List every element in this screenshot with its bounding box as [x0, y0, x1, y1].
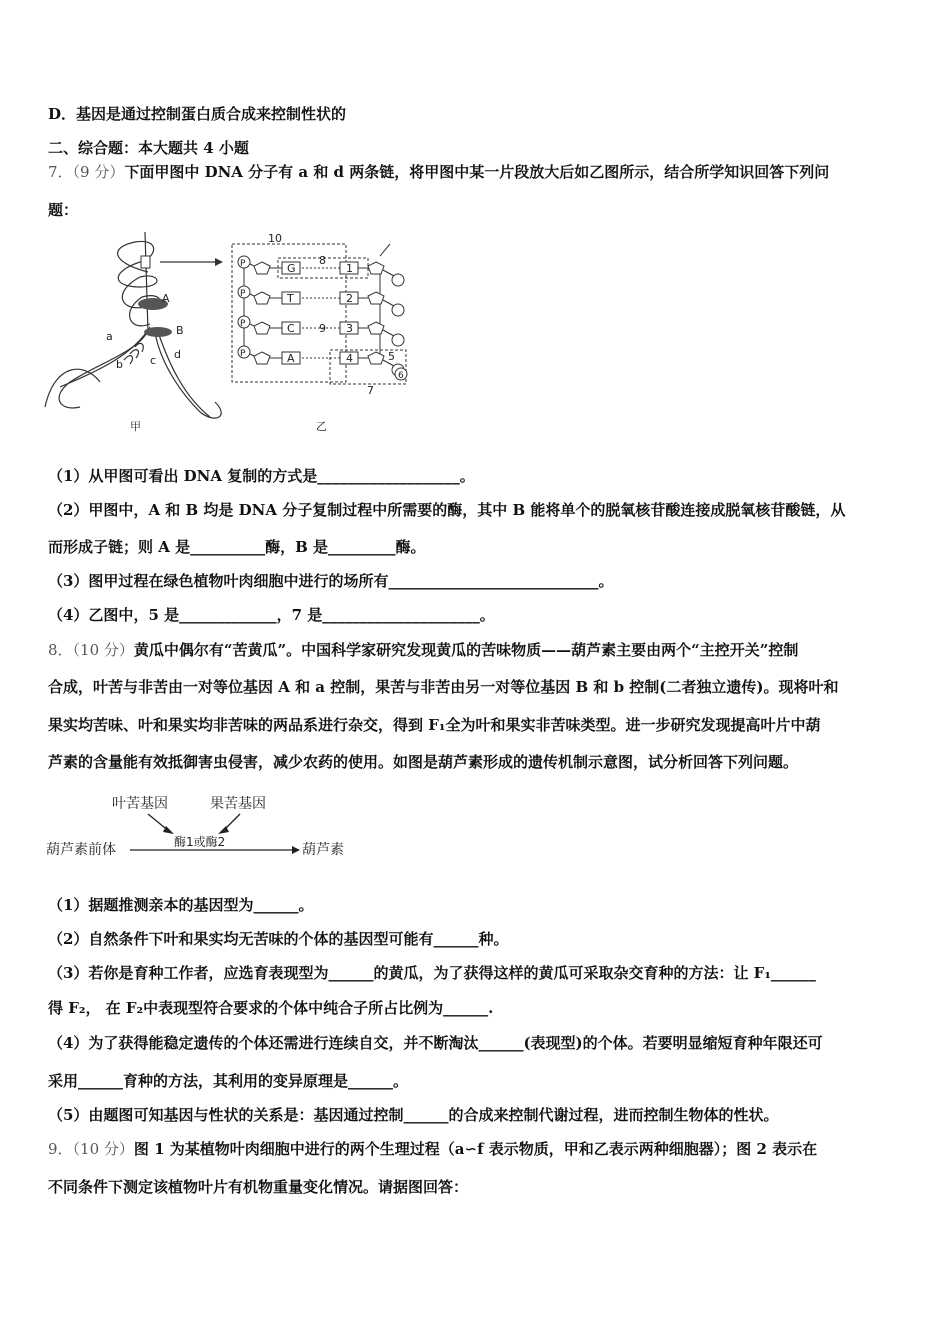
sugar-icon — [368, 352, 384, 364]
label-8: 8 — [319, 254, 326, 267]
label-10: 10 — [268, 232, 282, 245]
phosphate-label: P — [240, 289, 246, 299]
q8-number: 8． — [48, 641, 73, 659]
q8-score: （10 分） — [72, 641, 134, 659]
option-d: D．基因是通过控制蛋白质合成来控制性状的 — [48, 105, 347, 123]
q9-number: 9． — [48, 1140, 73, 1158]
q9-stem-2: 不同条件下测定该植物叶片有机物重量变化情况。请据图回答： — [48, 1178, 469, 1196]
q8-stem — [48, 640, 908, 660]
section-heading: 二、综合题：本大题共 4 小题 — [48, 139, 249, 157]
q7-score: （9 分） — [72, 163, 125, 181]
phosphate-label: P — [240, 349, 246, 359]
label-jia: 甲 — [130, 420, 141, 433]
q8-part3-cont: 得 F₂， 在 F₂中表现型符合要求的个体中纯合子所占比例为______. — [48, 999, 494, 1017]
precursor-label: 葫芦素前体 — [46, 842, 116, 858]
q7-part2: （2）甲图中，A 和 B 均是 DNA 分子复制过程中所需要的酶，其中 B 能将单个的脱氧核苷酸连接成脱氧核苷酸链，从 — [48, 501, 846, 519]
q8-part4: （4）为了获得能稳定遗传的个体还需进行连续自交，并不断淘汰______(表现型)的个体。若要明显缩短育种年限还可 — [48, 1034, 823, 1052]
q7-number: 7． — [48, 163, 73, 181]
q7-stem — [48, 162, 908, 182]
sugar-icon — [254, 322, 270, 334]
phosphate-label: P — [240, 259, 246, 269]
q7-part3: （3）图甲过程在绿色植物叶肉细胞中进行的场所有____________________________。 — [48, 572, 614, 590]
sugar-icon — [368, 262, 384, 274]
fruit-gene-label: 果苦基因 — [210, 796, 266, 812]
base-label-left: C — [287, 322, 295, 335]
label-B: B — [176, 324, 184, 337]
q8-stem-3: 果实均苦味、叶和果实均非苦味的两品系进行杂交，得到 F₁全为叶和果实非苦味类型。进一步研究发现提高叶片中葫 — [48, 716, 821, 734]
base-label-right: 1 — [346, 262, 353, 275]
pathway-figure — [44, 792, 364, 864]
label-A: A — [162, 292, 170, 305]
label-yi: 乙 — [316, 420, 327, 433]
q9-score: （10 分） — [72, 1140, 134, 1158]
q7-part2-cont: 而形成子链；则 A 是__________酶，B 是_________酶。 — [48, 538, 426, 556]
dna-figure — [40, 232, 440, 437]
label-5: 5 — [388, 350, 395, 363]
q7-part1-text: （1）从甲图可看出 DNA 复制的方式是___________________。 — [48, 467, 475, 485]
q8-part1: （1）据题推测亲本的基因型为______。 — [48, 896, 314, 914]
label-9: 9 — [319, 322, 326, 335]
base-label-left: G — [287, 262, 296, 275]
q8-text: 黄瓜中偶尔有“苦黄瓜”。中国科学家研究发现黄瓜的苦味物质——葫芦素主要由两个“主控开关”控制 — [133, 641, 799, 659]
q8-part5: （5）由题图可知基因与性状的关系是：基因通过控制______的合成来控制代谢过程，进而控制生物体的性状。 — [48, 1106, 779, 1124]
label-c: c — [150, 354, 157, 367]
enzyme-b-icon — [144, 327, 172, 337]
label-7: 7 — [367, 384, 374, 397]
q9-text: 图 1 为某植物叶肉细胞中进行的两个生理过程（a∽f 表示物质，甲和乙表示两种细胞器）；图 2 表示在 — [133, 1140, 818, 1158]
base-label-right: 3 — [346, 322, 353, 335]
q8-part3: （3）若你是育种工作者，应选育表现型为______的黄瓜，为了获得这样的黄瓜可采取杂交育种的方法：让 F₁______ — [48, 964, 816, 982]
label-b: b — [116, 358, 123, 371]
base-label-right: 2 — [346, 292, 353, 305]
sugar-icon — [254, 292, 270, 304]
leaf-gene-label: 叶苦基因 — [112, 796, 168, 812]
q7-part1 — [48, 466, 908, 486]
sugar-icon — [368, 292, 384, 304]
q7-part4: （4）乙图中，5 是_____________，7 是_____________________。 — [48, 606, 495, 624]
base-label-left: A — [287, 352, 295, 365]
q7-stem-cont: 题： — [48, 201, 79, 219]
base-label-right: 4 — [346, 352, 353, 365]
label-a: a — [106, 330, 113, 343]
q8-stem-2: 合成，叶苦与非苦由一对等位基因 A 和 a 控制，果苦与非苦由另一对等位基因 B 和 b 控制(二者独立遗传)。现将叶和 — [48, 678, 839, 696]
label-6: 6 — [398, 371, 404, 381]
sugar-icon — [254, 352, 270, 364]
q8-stem-4: 芦素的含量能有效抵御害虫侵害，减少农药的使用。如图是葫芦素形成的遗传机制示意图，试分析回答下列问题。 — [48, 753, 799, 771]
base-label-left: T — [287, 292, 294, 305]
q8-part2: （2）自然条件下叶和果实均无苦味的个体的基因型可能有______种。 — [48, 930, 509, 948]
q9-stem — [48, 1139, 908, 1159]
q8-part4-cont: 采用______育种的方法，其利用的变异原理是______。 — [48, 1072, 409, 1090]
sugar-icon — [254, 262, 270, 274]
product-label: 葫芦素 — [302, 842, 344, 858]
phosphate-label: P — [240, 319, 246, 329]
segment-box-icon — [141, 256, 150, 268]
sugar-icon — [368, 322, 384, 334]
enzyme-label: 酶1或酶2 — [174, 835, 226, 849]
label-d: d — [174, 348, 181, 361]
q7-text: 下面甲图中 DNA 分子有 a 和 d 两条链，将甲图中某一片段放大后如乙图所示，结合所学知识回答下列问 — [124, 163, 830, 181]
